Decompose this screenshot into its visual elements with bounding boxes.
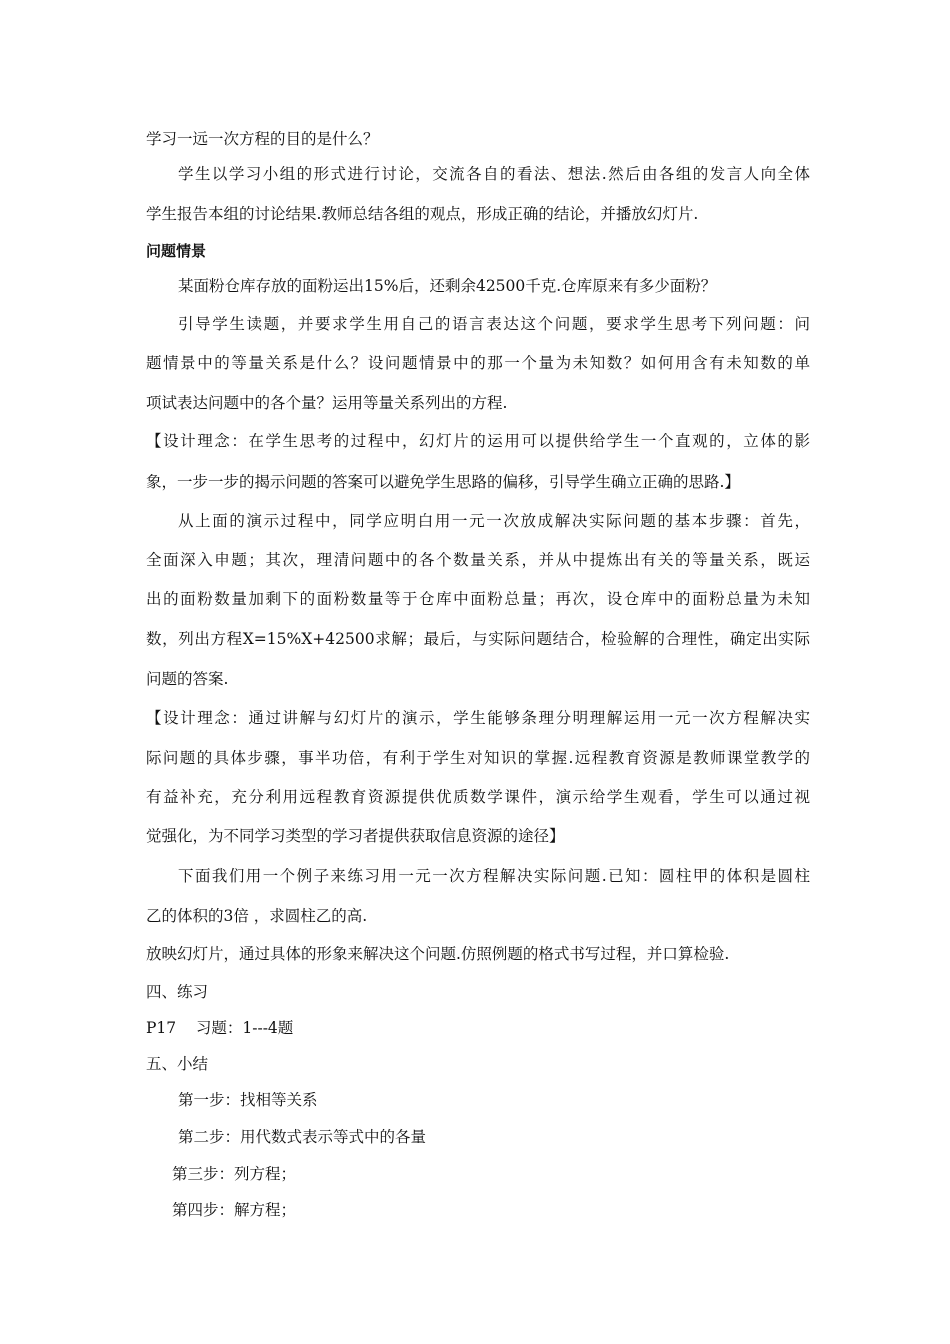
text-line-guide-3: 项试表达问题中的各个量？运用等量关系列出的方程. <box>146 394 508 412</box>
summary-step-3: 第三步：列方程； <box>172 1165 297 1183</box>
text-line-example-2: 乙的体积的3倍 ，求圆柱乙的高. <box>146 907 368 925</box>
text-line-design-2a: 【设计理念：通过讲解与幻灯片的演示，学生能够条理分明理解运用一元一次方程解决实 <box>146 709 810 727</box>
text-line-design-2b: 际问题的具体步骤，事半功倍，有利于学生对知识的掌握.远程教育资源是教师课堂教学的 <box>146 749 810 767</box>
summary-step-1: 第一步：找相等关系 <box>178 1091 318 1109</box>
text-line-question: 学习一远一次方程的目的是什么？ <box>146 130 379 148</box>
section-heading-practice: 四、练习 <box>146 983 209 1001</box>
text-line-guide-2: 题情景中的等量关系是什么？设问题情景中的那一个量为未知数？如何用含有未知数的单 <box>146 354 810 372</box>
text-line-design-1b: 象，一步一步的揭示问题的答案可以避免学生思路的偏移，引导学生确立正确的思路.】 <box>146 473 740 491</box>
text-line-example-1: 下面我们用一个例子来练习用一元一次方程解决实际问题.已知：圆柱甲的体积是圆柱 <box>178 867 810 885</box>
text-line-design-1a: 【设计理念：在学生思考的过程中，幻灯片的运用可以提供给学生一个直观的，立体的影 <box>146 432 810 450</box>
text-line-steps-3: 出的面粉数量加剩下的面粉数量等于仓库中面粉总量；再次，设仓库中的面粉总量为未知 <box>146 590 810 608</box>
text-line-steps-2: 全面深入申题；其次，理清问题中的各个数量关系，并从中提炼出有关的等量关系，既运 <box>146 551 810 569</box>
text-line-problem: 某面粉仓库存放的面粉运出15%后，还剩余42500千克.仓库原来有多少面粉？ <box>178 277 717 295</box>
summary-step-4: 第四步：解方程； <box>172 1201 297 1219</box>
text-line-discussion-1: 学生以学习小组的形式进行讨论，交流各自的看法、想法.然后由各组的发言人向全体 <box>178 165 810 183</box>
text-line-discussion-2: 学生报告本组的讨论结果.教师总结各组的观点，形成正确的结论，并播放幻灯片. <box>146 205 699 223</box>
text-line-design-2c: 有益补充，充分利用远程教育资源提供优质数学课件，演示给学生观看，学生可以通过视 <box>146 788 810 806</box>
text-line-design-2d: 觉强化，为不同学习类型的学习者提供获取信息资源的途径】 <box>146 827 565 845</box>
text-line-slideshow: 放映幻灯片，通过具体的形象来解决这个问题.仿照例题的格式书写过程，并口算检验. <box>146 945 730 963</box>
text-line-guide-1: 引导学生读题，并要求学生用自己的语言表达这个问题，要求学生思考下列问题：问 <box>178 315 810 333</box>
section-heading-problem-scenario: 问题情景 <box>146 242 207 260</box>
text-line-exercises: P17 习题：1---4题 <box>146 1019 294 1037</box>
summary-step-2: 第二步：用代数式表示等式中的各量 <box>178 1128 427 1146</box>
text-line-steps-1: 从上面的演示过程中，同学应明白用一元一次放成解决实际问题的基本步骤：首先， <box>178 512 810 530</box>
text-line-steps-5: 问题的答案. <box>146 670 229 688</box>
text-line-steps-4: 数，列出方程X=15%X+42500求解；最后，与实际问题结合，检验解的合理性，确定出实际 <box>146 630 810 648</box>
section-heading-summary: 五、小结 <box>146 1055 209 1073</box>
